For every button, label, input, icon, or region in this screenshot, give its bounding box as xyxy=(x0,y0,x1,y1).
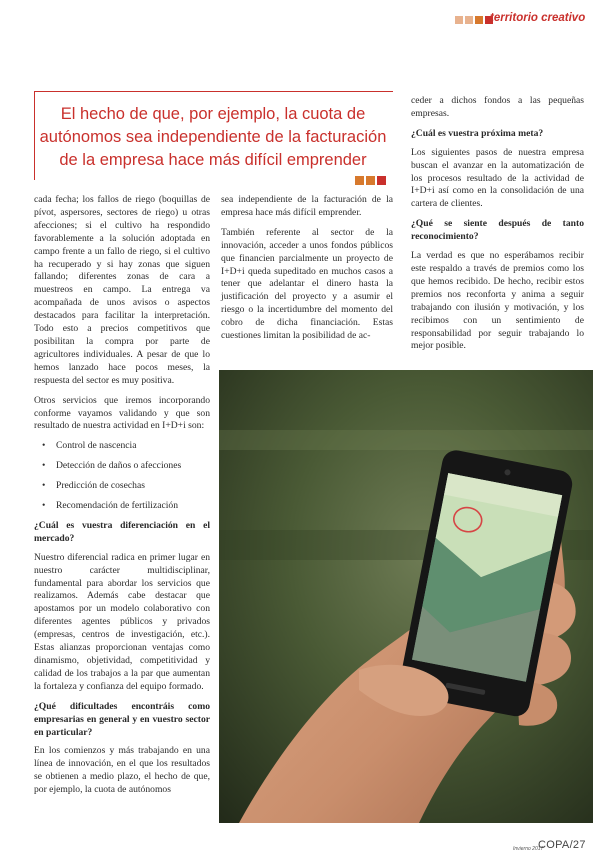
list-item: • Predicción de cosechas xyxy=(56,480,210,493)
question-heading: ¿Qué dificultades encontráis como empresarias en general y en vuestro sector en particular? xyxy=(34,700,210,738)
paragraph: También referente al sector de la innovación, acceder a unos fondos públicos que financien parcialmente un proyecto de I+D+i queda supeditado en muchos casos a tener que adelantar el dinero hasta la justificación del proyecto y a asumir el riesgo o la incertidumbre del momento del cobro de dicha financiación. Estas cuestiones limitan la posibilidad de ac- xyxy=(221,226,393,342)
list-item: • Control de nascencia xyxy=(56,440,210,453)
services-list xyxy=(34,440,210,513)
paragraph: sea independiente de la facturación de la empresa hace más difícil emprender. xyxy=(221,194,393,218)
paragraph: La verdad es que no esperábamos recibir este respaldo a través de premios como los que hemos recibido. De hecho, recibir estos premios nos reconforta y anima a seguir trabajando con ilusión y motivación, y los recibimos con un sentimiento de responsabilidad por seguir trabajando lo mejor posible. xyxy=(411,250,584,352)
paragraph: cada fecha; los fallos de riego (boquillas de pívot, aspersores, sectores de riego) u otras afecciones; si el cultivo ha respondido favorablemente a la solución adoptada en campo frente a un fallo de riego, si el cultivo ha recuperado y si hay zonas que siguen fallando; diferentes zonas de cara a muestreos en campo. La entrega va acompañada de unos avisos o aspectos destacados para facilitar la interpretación. Todo esto a precios competitivos que posibilitan la compra por parte de agricultores individuales. A pesar de que lo hemos lanzado hace pocos meses, la respuesta del sector es muy positiva. xyxy=(34,194,210,386)
column-2 xyxy=(221,194,393,350)
issue-date: Invierno 2017 xyxy=(513,846,544,852)
question-heading: ¿Qué se siente después de tanto reconocimiento? xyxy=(411,218,584,243)
quote-square xyxy=(366,176,375,185)
column-1 xyxy=(34,194,210,804)
quote-square xyxy=(355,176,364,185)
list-item: • Detección de daños o afecciones xyxy=(56,460,210,473)
question-heading: ¿Cuál es vuestra próxima meta? xyxy=(411,127,544,139)
photo-illustration xyxy=(219,370,593,823)
quote-square xyxy=(377,176,386,185)
section-title: territorio creativo xyxy=(490,12,586,24)
paragraph: ceder a dichos fondos a las pequeñas empresas. xyxy=(411,95,584,119)
pull-quote: El hecho de que, por ejemplo, la cuota de autónomos sea independiente de la facturación de la empresa hace más difícil emprender xyxy=(39,105,387,169)
page-number: 27 xyxy=(572,839,586,851)
page-footer xyxy=(538,839,586,851)
paragraph: Nuestro diferencial radica en primer lugar en nuestro carácter multidisciplinar, fundamental para abordar los servicios que realizamos. Además cabe destacar que apostamos por un modelo colaborativo con diferentes agentes públicos y privados (empresas, centros de investigación, etc.). Estas alianzas proporcionan ventajas como dinamismo, objetividad, competitividad y calidad de los trabajos a la par que aumentan la fortaleza y confianza del equipo formado. xyxy=(34,551,210,692)
paragraph: Otros servicios que iremos incorporando conforme vayamos validando y que son resultado de nuestra actividad en I+D+i son: xyxy=(34,394,210,432)
magazine-name: COPA xyxy=(538,839,570,851)
question-heading: ¿Cuál es vuestra diferenciación en el mercado? xyxy=(34,519,210,544)
pull-quote-squares xyxy=(355,176,386,185)
phone-field-map-photo xyxy=(219,370,593,823)
footer-separator: / xyxy=(569,839,573,851)
header-squares xyxy=(455,16,493,24)
header-square xyxy=(465,16,473,24)
list-item: • Recomendación de fertilización xyxy=(56,500,210,513)
header-square xyxy=(455,16,463,24)
paragraph: En los comienzos y más trabajando en una línea de innovación, en el que los resultados se obtienen a medio plazo, el hecho de que, por ejemplo, la cuota de autónomos xyxy=(34,745,210,796)
column-3 xyxy=(411,95,584,360)
paragraph: Los siguientes pasos de nuestra empresa buscan el avanzar en la automatización de los procesos resultado de la actividad de I+D+i así como en la consolidación de una cartera de clientes. xyxy=(411,146,584,210)
header-square xyxy=(475,16,483,24)
